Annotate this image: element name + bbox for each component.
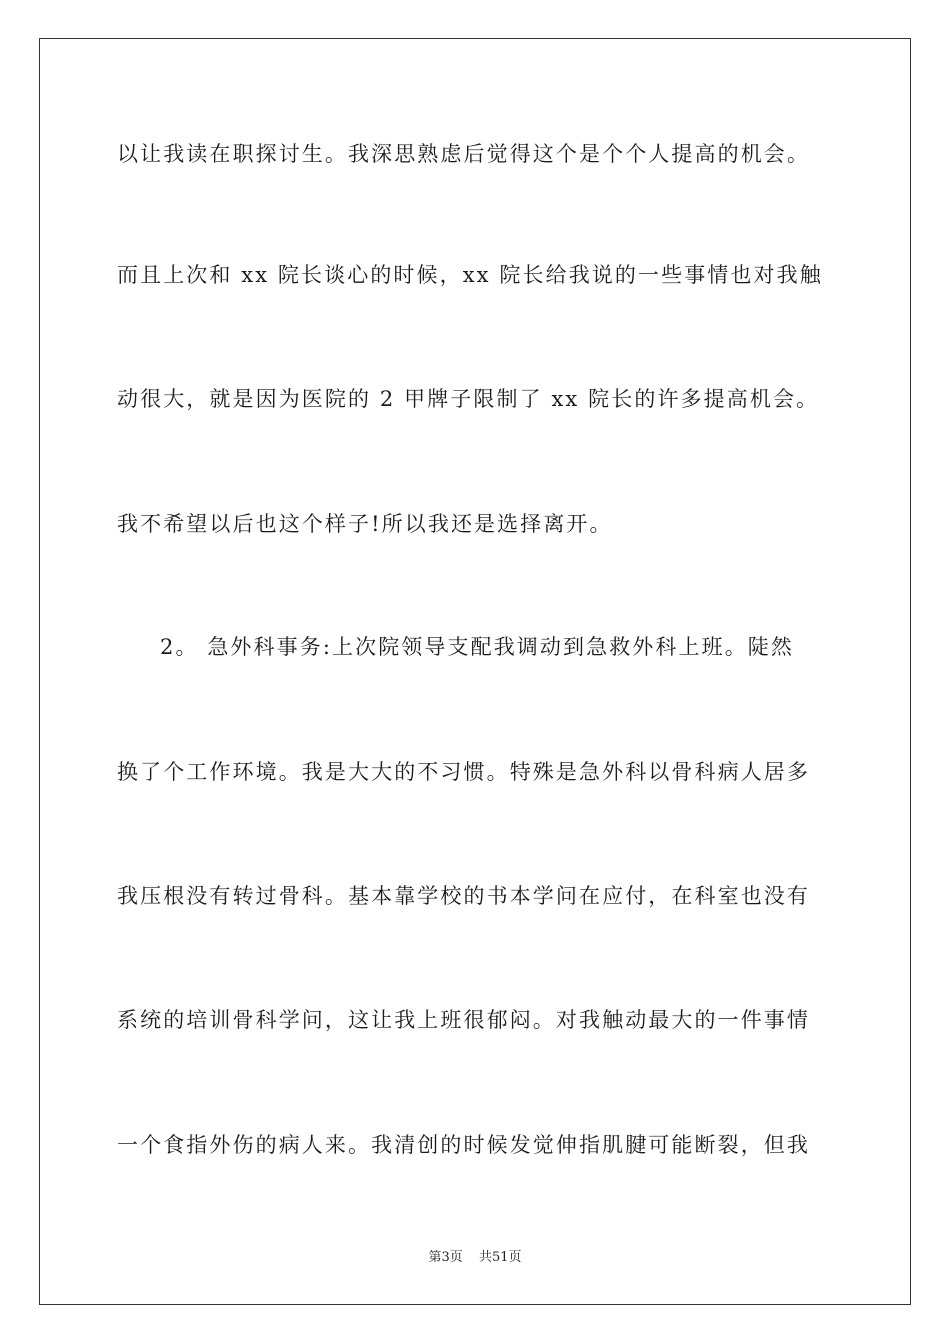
text-line-2: 而且上次和 xx 院长谈心的时候，xx 院长给我说的一些事情也对我触 (117, 263, 823, 287)
text-line-3: 动很大，就是因为医院的 2 甲牌子限制了 xx 院长的许多提高机会。 (117, 387, 820, 411)
text-line-7: 我压根没有转过骨科。基本靠学校的书本学问在应付，在科室也没有 (117, 884, 810, 908)
text-line-1: 以让我读在职探讨生。我深思熟虑后觉得这个是个个人提高的机会。 (117, 142, 810, 166)
page-number: 第3页 (428, 1250, 463, 1265)
text-line-5: 2。 急外科事务:上次院领导支配我调动到急救外科上班。陡然 (160, 635, 795, 659)
page-border (39, 38, 911, 1305)
text-line-9: 一个食指外伤的病人来。我清创的时候发觉伸指肌腱可能断裂，但我 (117, 1133, 810, 1157)
page-footer (0, 1246, 950, 1265)
page-total: 共51页 (478, 1250, 522, 1265)
text-line-4: 我不希望以后也这个样子!所以我还是选择离开。 (117, 512, 613, 536)
text-line-6: 换了个工作环境。我是大大的不习惯。特殊是急外科以骨科病人居多 (117, 760, 810, 784)
text-line-8: 系统的培训骨科学问，这让我上班很郁闷。对我触动最大的一件事情 (117, 1008, 810, 1032)
